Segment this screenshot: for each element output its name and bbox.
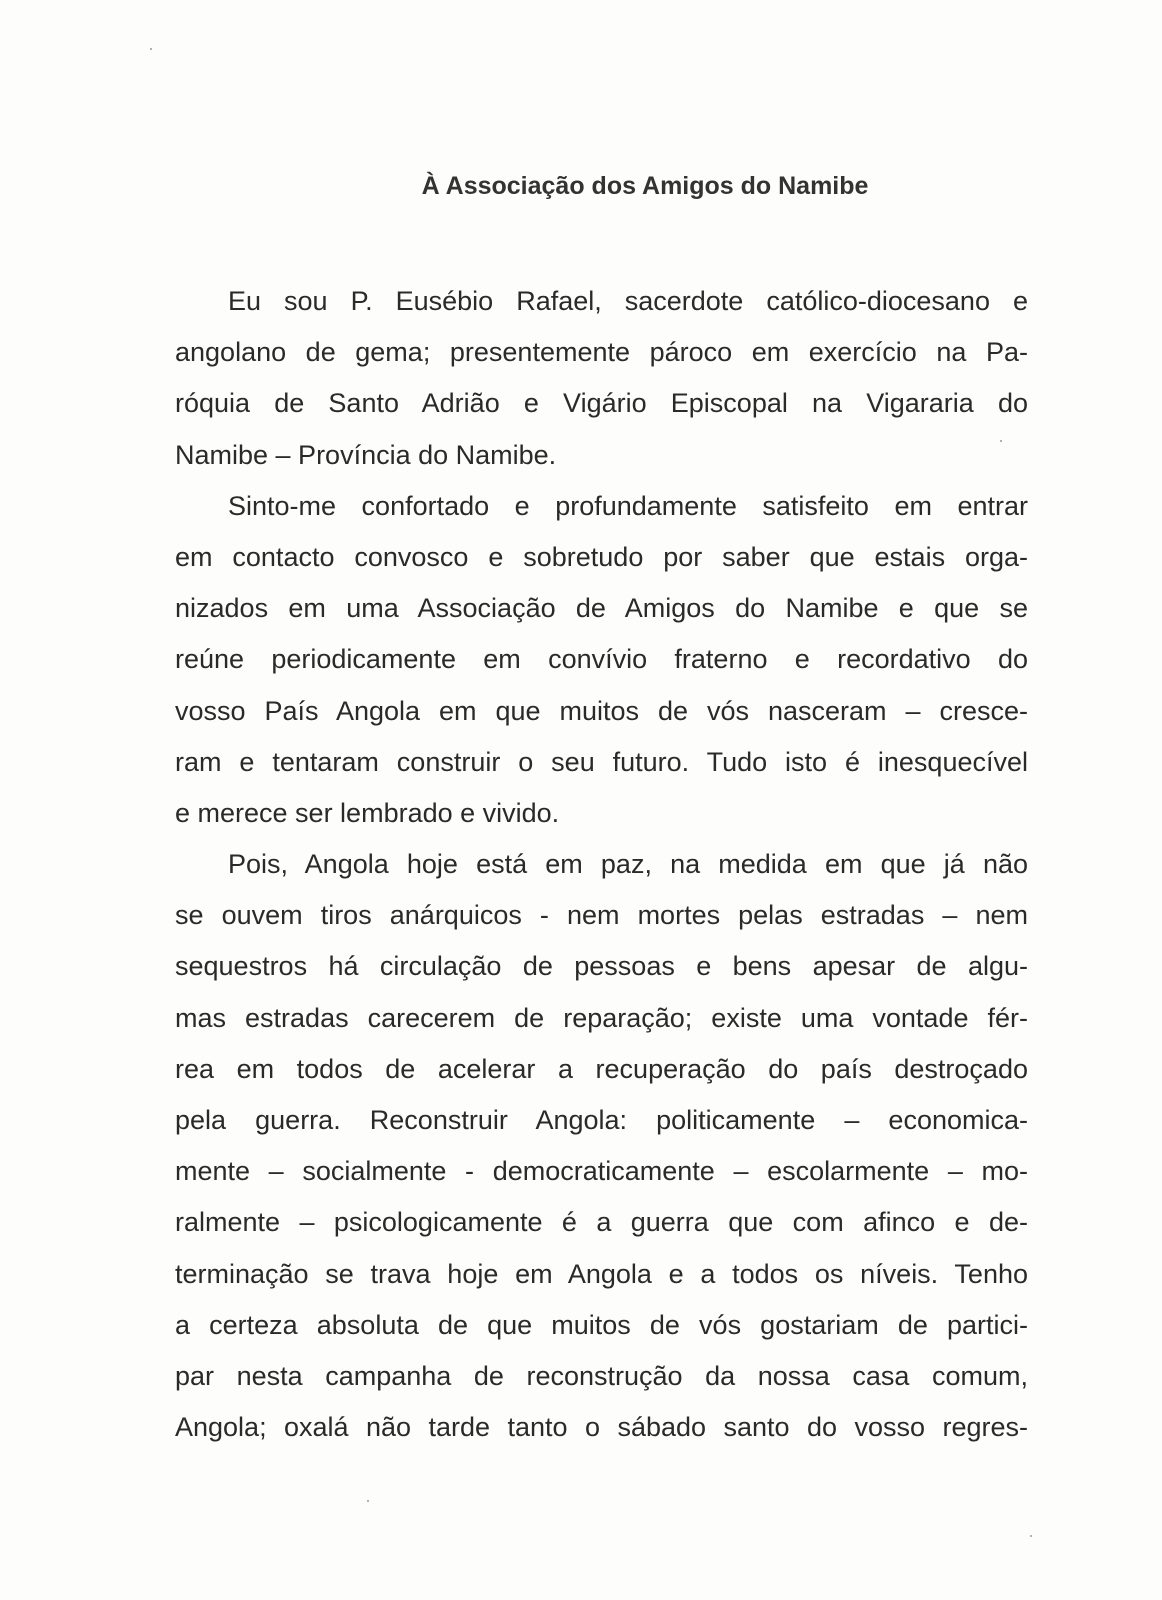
scan-speck [150,48,152,50]
text-line: reúne periodicamente em convívio fraterno e recordativo do [175,644,1028,675]
text-line: pela guerra. Reconstruir Angola: politicamente – economica- [175,1105,1028,1135]
letter-body [175,276,1028,1453]
text-line: par nesta campanha de reconstrução da nossa casa comum, [175,1360,1028,1391]
text-line: Sinto-me confortado e profundamente satisfeito em entrar [228,490,1028,521]
text-line: ram e tentaram construir o seu futuro. Tudo isto é inesquecível [175,746,1028,777]
text-line: Pois, Angola hoje está em paz, na medida em que já não [228,849,1028,880]
text-line: Eu sou P. Eusébio Rafael, sacerdote católico-diocesano e [228,286,1028,316]
text-line: se ouvem tiros anárquicos - nem mortes pelas estradas – nem [175,900,1028,931]
text-line: sequestros há circulação de pessoas e bens apesar de algu- [175,951,1028,982]
text-line: ralmente – psicologicamente é a guerra que com afinco e de- [175,1207,1028,1238]
text-line: vosso País Angola em que muitos de vós nasceram – cresce- [175,695,1028,726]
text-line: terminação se trava hoje em Angola e a todos os níveis. Tenho [175,1258,1028,1289]
scan-speck [1030,1535,1032,1537]
text-line: mente – socialmente - democraticamente – escolarmente – mo- [175,1156,1028,1187]
text-line: e merece ser lembrado e vivido. [175,797,560,828]
scan-speck [367,1500,369,1502]
letter-title: À Associação dos Amigos do Namibe [421,172,869,200]
text-line: angolano de gema; presentemente pároco em exercício na Pa- [175,337,1028,368]
scan-speck [1000,440,1002,442]
text-line: em contacto convosco e sobretudo por saber que estais orga- [175,541,1028,572]
text-line: mas estradas carecerem de reparação; existe uma vontade fér- [175,1002,1028,1033]
text-line: róquia de Santo Adrião e Vigário Episcopal na Vigararia do [175,388,1028,419]
text-line: Namibe – Província do Namibe. [175,439,557,470]
text-line: a certeza absoluta de que muitos de vós gostariam de partici- [175,1309,1028,1340]
text-line: nizados em uma Associação de Amigos do Namibe e que se [175,593,1028,624]
text-line: rea em todos de acelerar a recuperação do país destroçado [175,1053,1028,1084]
text-line: Angola; oxalá não tarde tanto o sábado santo do vosso regres- [175,1412,1028,1443]
